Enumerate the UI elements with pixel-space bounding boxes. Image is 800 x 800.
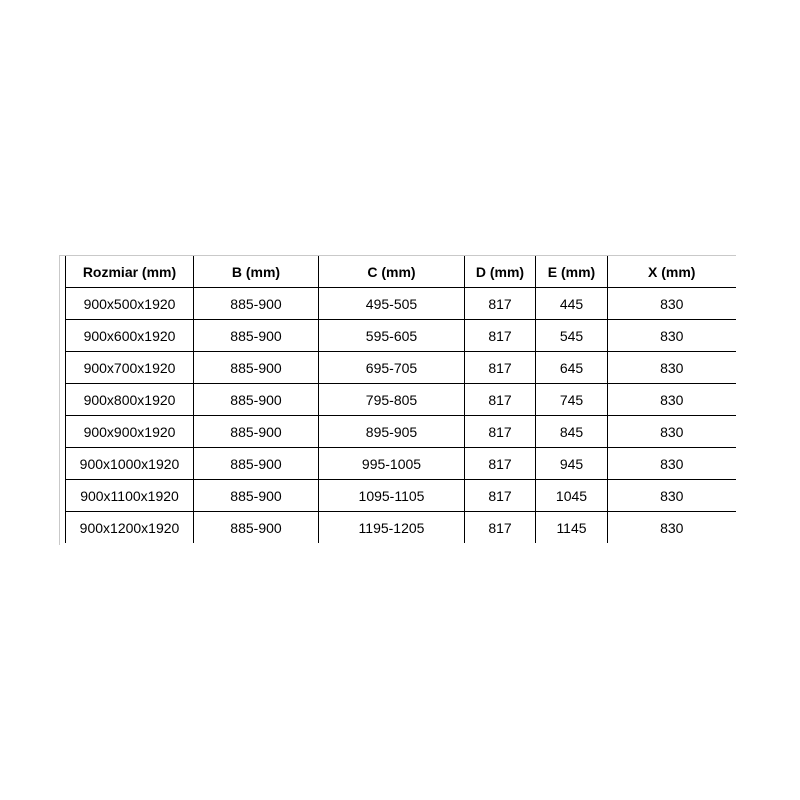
table-cell: 885-900 bbox=[194, 416, 319, 448]
size-dimensions-table bbox=[65, 256, 736, 543]
table-cell: 817 bbox=[465, 288, 536, 320]
table-row bbox=[66, 384, 736, 416]
table-cell: 945 bbox=[536, 448, 608, 480]
table-row bbox=[66, 320, 736, 352]
table-cell: 830 bbox=[608, 512, 736, 544]
table-cell: 830 bbox=[608, 416, 736, 448]
table-cell: 900x500x1920 bbox=[66, 288, 194, 320]
table-cell: 830 bbox=[608, 480, 736, 512]
table-cell: 545 bbox=[536, 320, 608, 352]
table-cell: 495-505 bbox=[319, 288, 465, 320]
table-cell: 830 bbox=[608, 448, 736, 480]
table-cell: 1195-1205 bbox=[319, 512, 465, 544]
table-cell: 1095-1105 bbox=[319, 480, 465, 512]
table-cell: 1045 bbox=[536, 480, 608, 512]
table-cell: 595-605 bbox=[319, 320, 465, 352]
outer-gridline-left bbox=[59, 255, 60, 545]
table-cell: 645 bbox=[536, 352, 608, 384]
table-row bbox=[66, 352, 736, 384]
table-cell: 900x800x1920 bbox=[66, 384, 194, 416]
table-cell: 885-900 bbox=[194, 448, 319, 480]
table-cell: 695-705 bbox=[319, 352, 465, 384]
table-cell: 830 bbox=[608, 352, 736, 384]
table-row bbox=[66, 512, 736, 544]
table-cell: 885-900 bbox=[194, 384, 319, 416]
table-cell: 830 bbox=[608, 288, 736, 320]
table-cell: 885-900 bbox=[194, 320, 319, 352]
table-cell: 885-900 bbox=[194, 512, 319, 544]
column-header: C (mm) bbox=[319, 256, 465, 288]
table-cell: 795-805 bbox=[319, 384, 465, 416]
table-cell: 900x1200x1920 bbox=[66, 512, 194, 544]
table-cell: 817 bbox=[465, 384, 536, 416]
table-cell: 445 bbox=[536, 288, 608, 320]
table-cell: 900x900x1920 bbox=[66, 416, 194, 448]
table-cell: 830 bbox=[608, 320, 736, 352]
table-cell: 885-900 bbox=[194, 480, 319, 512]
table-cell: 745 bbox=[536, 384, 608, 416]
table-cell: 900x600x1920 bbox=[66, 320, 194, 352]
header-row bbox=[66, 256, 736, 288]
table-row bbox=[66, 416, 736, 448]
table-cell: 817 bbox=[465, 416, 536, 448]
table-cell: 830 bbox=[608, 384, 736, 416]
table-cell: 900x1100x1920 bbox=[66, 480, 194, 512]
column-header: D (mm) bbox=[465, 256, 536, 288]
table-cell: 1145 bbox=[536, 512, 608, 544]
table-row bbox=[66, 288, 736, 320]
table-cell: 845 bbox=[536, 416, 608, 448]
table-body bbox=[66, 288, 736, 544]
table-cell: 817 bbox=[465, 480, 536, 512]
table-cell: 895-905 bbox=[319, 416, 465, 448]
column-header: Rozmiar (mm) bbox=[66, 256, 194, 288]
table-cell: 885-900 bbox=[194, 288, 319, 320]
table-row bbox=[66, 448, 736, 480]
table-cell: 995-1005 bbox=[319, 448, 465, 480]
column-header: B (mm) bbox=[194, 256, 319, 288]
column-header: E (mm) bbox=[536, 256, 608, 288]
table-cell: 900x700x1920 bbox=[66, 352, 194, 384]
column-header: X (mm) bbox=[608, 256, 736, 288]
table-cell: 817 bbox=[465, 352, 536, 384]
table-header bbox=[66, 256, 736, 288]
table-cell: 817 bbox=[465, 320, 536, 352]
table-cell: 900x1000x1920 bbox=[66, 448, 194, 480]
table-row bbox=[66, 480, 736, 512]
table-cell: 817 bbox=[465, 448, 536, 480]
table-cell: 885-900 bbox=[194, 352, 319, 384]
table-cell: 817 bbox=[465, 512, 536, 544]
